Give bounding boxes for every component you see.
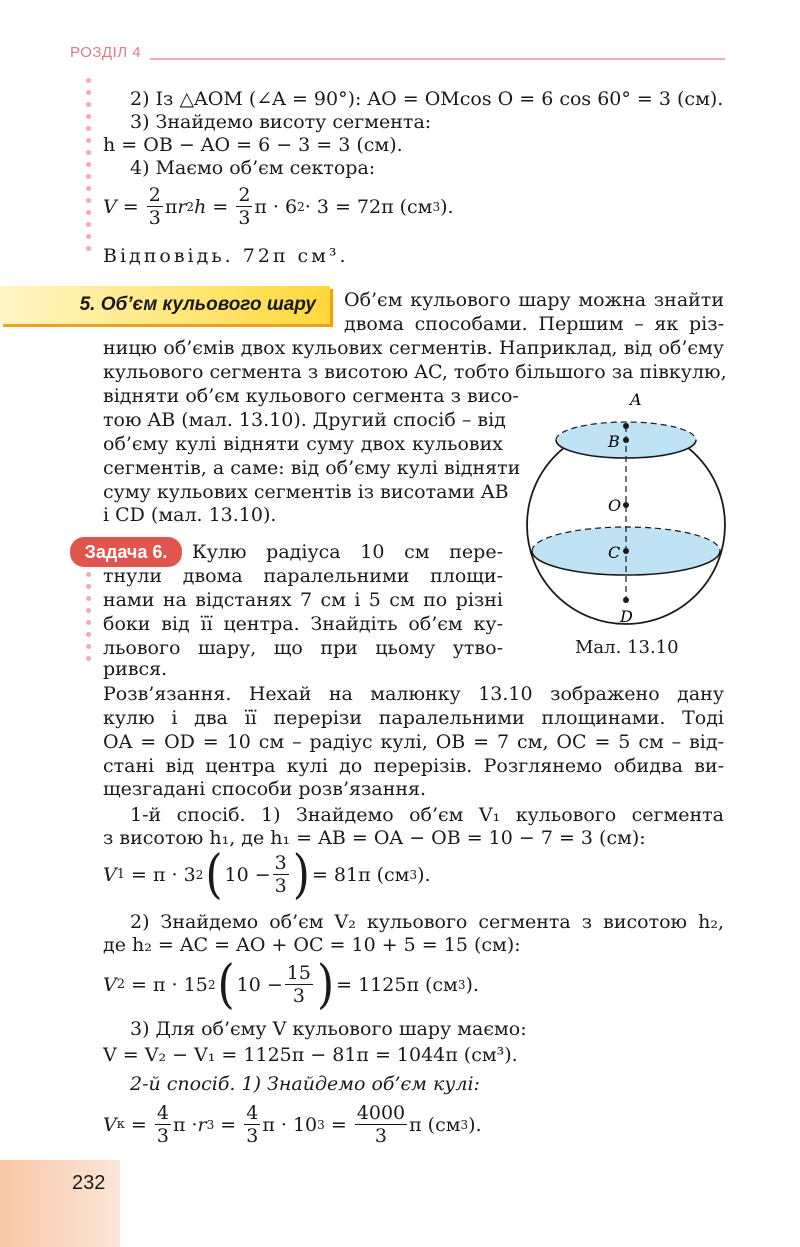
ball-volume-formula: V к = $\frac{4}{3}$ π · r 3 = $\frac{4}{3}$ π · 10 3 = $\frac{4000}{3}$ π (см 3 ).: [103, 1102, 482, 1147]
label-c: C: [608, 543, 621, 562]
solution-line-3: OA = OD = 10 см – радіус кулі, OB = 7 см, OC = 5 см – від-: [103, 731, 724, 753]
task-line-2: тнули двома паралельними площи-: [103, 565, 503, 587]
step2-text: 2) Із △AOM (∠A = 90°): AO = OMcos O = 6 cos 60° = 3 (см).: [130, 88, 724, 110]
section-title: 5. Об’єм кульового шару: [0, 286, 330, 324]
method1-result: V = V₂ − V₁ = 1125π − 81π = 1044π (см³).: [103, 1044, 518, 1066]
sphere-figure: [520, 385, 735, 630]
section-line-5: відняти об’єм кульового сегмента з висо-: [103, 385, 519, 407]
task-line-3: нами на відстанях 7 см і 5 см по різні: [103, 589, 503, 611]
section-line-6: тою AB (мал. 13.10). Другий спосіб – від: [103, 409, 506, 431]
task-line-5: льового шару, що при цьому утво-: [103, 637, 503, 659]
figure-caption: Мал. 13.10: [575, 637, 679, 658]
section-line-4: кульового сегмента з висотою AC, тобто більшого за півкулю,: [103, 361, 727, 383]
label-a: A: [630, 390, 642, 409]
page-number: 232: [72, 1172, 106, 1194]
section-line-10: і CD (мал. 13.10).: [103, 504, 277, 526]
task-badge: Задача 6.: [70, 537, 182, 567]
v1-formula: V 1 = π · 3 2 ( 10 − $\frac{3}{3}$ ) = 81π (см 3 ).: [103, 843, 431, 905]
label-d: D: [620, 607, 633, 626]
section-line-8: сегментів, а саме: від об’єму кулі відняти: [103, 457, 521, 479]
section-line-7: об’єму кулі відняти суму двох кульових: [103, 433, 503, 455]
section-line-1: Об’єм кульового шару можна знайти: [344, 289, 724, 311]
method1-step3: 3) Для об’єму V кульового шару маємо:: [130, 1018, 527, 1040]
margin-dots-task: [86, 572, 92, 668]
task-line-1: Кулю радіуса 10 см пере-: [192, 541, 503, 563]
section-line-2: двома способами. Першим – як різ-: [344, 313, 724, 335]
step3-text: 3) Знайдемо висоту сегмента:: [130, 111, 432, 133]
method1-step2b: де h₂ = AC = AO + OC = 10 + 5 = 15 (см):: [103, 934, 521, 956]
label-b: B: [608, 432, 620, 451]
margin-dots-top: [86, 78, 92, 258]
label-o: O: [608, 496, 622, 515]
method2-line: 2-й спосіб. 1) Знайдемо об’єм кулі:: [130, 1073, 480, 1095]
task-line-6: рився.: [103, 658, 168, 680]
method1-line-2: з висотою h₁, де h₁ = AB = OA − OB = 10 − 7 = 3 (см):: [103, 827, 646, 849]
task-line-4: боки від її центра. Знайдіть об’єм ку-: [103, 613, 503, 635]
step4-text: 4) Маємо об’єм сектора:: [130, 157, 376, 179]
chapter-rule: [150, 58, 725, 60]
solution-line-1: Розв’язання. Нехай на малюнку 13.10 зображено дану: [103, 683, 724, 705]
answer: Відповідь. 72π см³.: [103, 245, 349, 267]
method1-line-1: 1-й спосіб. 1) Знайдемо об’єм V₁ кульового сегмента: [130, 804, 724, 826]
solution-line-4: стані від центра кулі до перерізів. Розглянемо обидва ви-: [103, 755, 724, 777]
h-equation: h = OB − AO = 6 − 3 = 3 (см).: [103, 134, 403, 156]
v2-formula: V 2 = π · 15 2 ( 10 − $\frac{15}{3}$ ) = 1125π (см 3 ).: [103, 953, 479, 1015]
section-line-9: суму кульових сегментів із висотами AB: [103, 481, 509, 503]
solution-line-2: кулю і два її перерізи паралельними площинами. Тоді: [103, 707, 724, 729]
solution-line-5: щезгадані способи розв’язання.: [103, 778, 427, 800]
method1-step2a: 2) Знайдемо об’єм V₂ кульового сегмента з висотою h₂,: [130, 911, 724, 933]
sector-volume-formula: V = $\frac{2}{3}$ π r 2 h = $\frac{2}{3}$ π · 6 2 · 3 = 72π (см 3 ).: [103, 184, 454, 229]
chapter-label: РОЗДІЛ 4: [70, 44, 142, 61]
section-line-3: ницю об’ємів двох кульових сегментів. Наприклад, від об’єму: [103, 337, 724, 359]
